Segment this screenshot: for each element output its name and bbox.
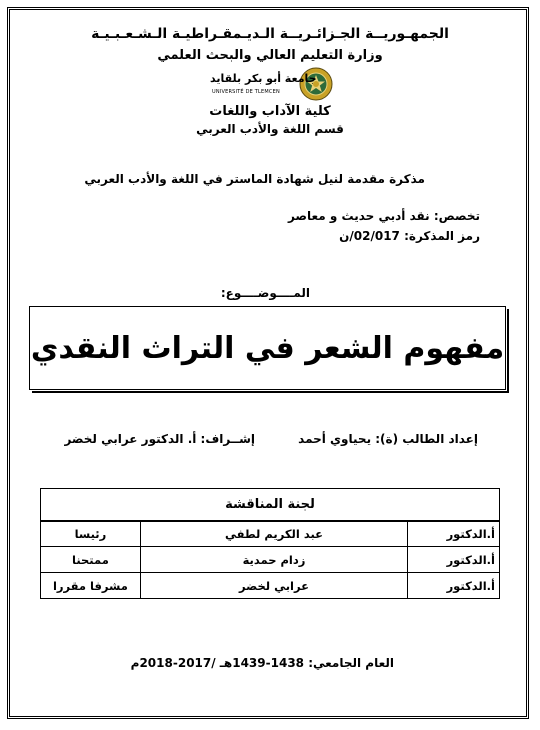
member-name: عبد الكريم لطفي [140, 521, 407, 547]
table-row [41, 573, 500, 599]
university-name-ar: جامعة أبو بكر بلقايد [210, 72, 317, 85]
member-name: عرابي لخضر [140, 573, 407, 599]
faculty-name: كلية الآداب واللغات [209, 104, 331, 119]
committee-heading: لجنة المناقشة [41, 489, 500, 521]
member-role: مشرفا مقررا [41, 573, 141, 599]
member-title: أ.الدكتور [408, 521, 500, 547]
student-name: إعداد الطالب (ة): يحياوي أحمد [298, 432, 478, 446]
member-role: ممتحنا [41, 547, 141, 573]
specialization: تخصص: نقد أدبي حديث و معاصر [287, 209, 480, 223]
supervisor-name: إشــراف: أ. الدكتور عرابي لخضر [64, 432, 255, 446]
member-role: رئيسا [41, 521, 141, 547]
member-name: زدام حمدية [140, 547, 407, 573]
university-name-fr: UNIVERSITÉ DE TLEMCEN [212, 89, 280, 95]
subject-label: المــــوضــــوع: [220, 286, 310, 300]
committee-table [40, 488, 500, 599]
department-name: قسم اللغة والأدب العربي [196, 122, 344, 136]
memo-code: رمز المذكرة: 02/017/ن [339, 229, 480, 243]
ministry-header: وزارة التعليم العالي والبحث العلمي [157, 48, 383, 63]
member-title: أ.الدكتور [408, 573, 500, 599]
table-row [41, 547, 500, 573]
republic-header: الجمهـوريــة الجـزائـريــة الـديـمقـراطيـة الـشـعـبـيـة [91, 26, 449, 42]
academic-year: العام الجامعي: 1438-1439هـ /2017-2018م [130, 656, 394, 670]
table-row [41, 521, 500, 547]
thesis-title: مفهوم الشعر في التراث النقدي [29, 306, 506, 390]
memo-description: مذكرة مقدمة لنيل شهادة الماستر في اللغة والأدب العربي [84, 172, 425, 186]
member-title: أ.الدكتور [408, 547, 500, 573]
